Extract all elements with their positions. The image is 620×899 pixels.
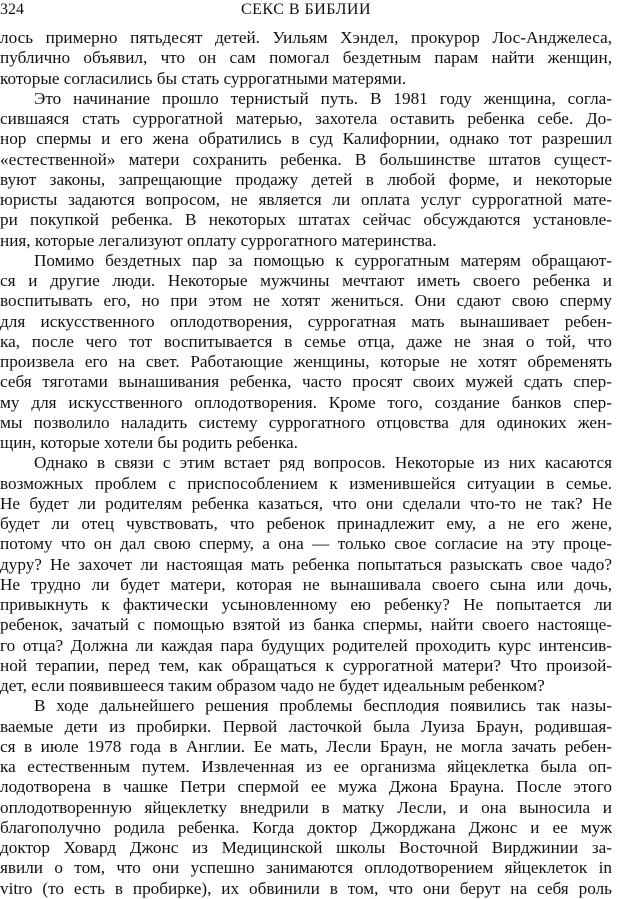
text-line: явили о том, что они успешно занимаются оплодотворением яйцеклеток in — [0, 858, 612, 878]
text-line: ребенок, зачатый с помощью взятой из банка спермы, найти своего настояще- — [0, 615, 612, 635]
text-line: возможных проблем с приспособлением к изменившейся ситуации в семье. — [0, 473, 612, 493]
text-line: ка, после чего тот воспитывается в семье отца, даже не зная о той, что — [0, 331, 612, 351]
text-line: ваемые дети из пробирки. Первой ласточкой была Луиза Браун, родившая- — [0, 716, 612, 736]
text-line: лось примерно пятьдесят детей. Уильям Хэндел, прокурор Лос-Анджелеса, — [0, 28, 612, 47]
text-line: публично объявил, что он сам помогал бездетным парам найти женщин, — [0, 48, 612, 68]
text-line: го отца? Должна ли каждая пара будущих родителей проходить курс интенсив- — [0, 635, 612, 655]
text-line: юристы задаются вопросом, не является ли оплата услуг суррогатной мате- — [0, 190, 612, 209]
text-line: оплодотворенную яйцеклетку внедрили в матку Лесли, и она выносила и — [0, 797, 612, 817]
text-line: щин, которые хотели бы родить ребенка. — [0, 433, 298, 452]
text-line: Не будет ли родителям ребенка казаться, что они сделали что-то не так? Не — [0, 493, 612, 513]
page-number: 324 — [0, 1, 24, 18]
text-line: ка естественным путем. Извлеченная из ее организма яйцеклетка была оп- — [0, 757, 612, 776]
text-line: ния, которые легализуют оплату суррогатного материнства. — [0, 230, 437, 250]
text-line: му для искусственного оплодотворения. Кроме того, создание банков спер- — [0, 392, 612, 412]
text-line: потому что он дал свою сперму, а она — только свое согласие на эту проце- — [0, 534, 612, 554]
text-line: ной терапии, перед тем, как обращаться к суррогатной матери? Что произой- — [0, 655, 612, 675]
text-line: vitro (то есть в пробирке), их обвинили в том, что они берут на себя роль — [0, 878, 612, 898]
text-line: Не трудно ли будет матери, которая не вынашивала своего сына или дочь, — [0, 574, 612, 594]
text-line: сившаяся стать суррогатной матерью, захотела оставить ребенка себе. До- — [0, 109, 612, 128]
text-line: дуру? Не захочет ли настоящая мать ребенка попытаться разыскать свое чадо? — [0, 554, 612, 574]
text-line: ри покупкой ребенка. В некоторых штатах сейчас обсуждаются установле- — [0, 210, 612, 230]
running-title: СЕКС В БИБЛИИ — [240, 1, 372, 18]
text-line: лодотворена в чашке Петри спермой ее мужа Джона Брауна. После этого — [0, 777, 612, 797]
text-line: Однако в связи с этим встает ряд вопросов. Некоторые из них касаются — [34, 453, 612, 473]
text-line: благополучно родила ребенка. Когда доктор Джорджана Джонс и ее муж — [0, 817, 612, 837]
text-line: себя тяготами вынашивания ребенка, часто просят своих мужей сдать спер- — [0, 372, 612, 392]
page-header — [0, 0, 612, 26]
text-line: нор спермы и его жена обратились в суд Калифорнии, однако тот разрешил — [0, 129, 612, 149]
text-line: ся в июле 1978 года в Англии. Ее мать, Лесли Браун, не могла зачать ребен- — [0, 736, 612, 756]
text-line: мы позволило наладить систему суррогатного отцовства для одиноких жен- — [0, 412, 612, 432]
text-line: привыкнуть к фактически усыновленному ею ребенку? Не попытается ли — [0, 595, 612, 614]
text-line: доктор Ховард Джонс из Медицинской школы Восточной Вирджинии за- — [0, 838, 612, 857]
text-line: «естественной» матери сохранить ребенка. В большинстве штатов сущест- — [0, 149, 612, 169]
text-line: которые согласились бы стать суррогатными матерями. — [0, 68, 407, 88]
text-line: для искусственного оплодотворения, суррогатная мать вынашивает ребен- — [0, 311, 612, 331]
text-line: будет ли отец чувствовать, что ребенок принадлежит ему, а не его жене, — [0, 514, 612, 533]
text-line: вуют законы, запрещающие продажу детей в любой форме, и некоторые — [0, 169, 612, 189]
text-line: дет, если появившееся таким образом чадо не будет идеальным ребенком? — [0, 676, 545, 695]
text-line: произвела его на свет. Работающие женщины, которые не хотят обременять — [0, 352, 612, 371]
text-line: Это начинание прошло тернистый путь. В 1981 году женщина, согла- — [34, 88, 612, 108]
text-line: Помимо бездетных пар за помощью к суррогатным матерям обращают- — [34, 250, 612, 270]
text-line: ся и другие люди. Некоторые мужчины мечтают иметь своего ребенка и — [0, 271, 612, 290]
text-line: В ходе дальнейшего решения проблемы бесплодия появились так назы- — [34, 696, 612, 716]
body-text — [0, 28, 612, 899]
text-line: воспитывать его, но при этом не хотят жениться. Они сдают свою сперму — [0, 291, 612, 311]
